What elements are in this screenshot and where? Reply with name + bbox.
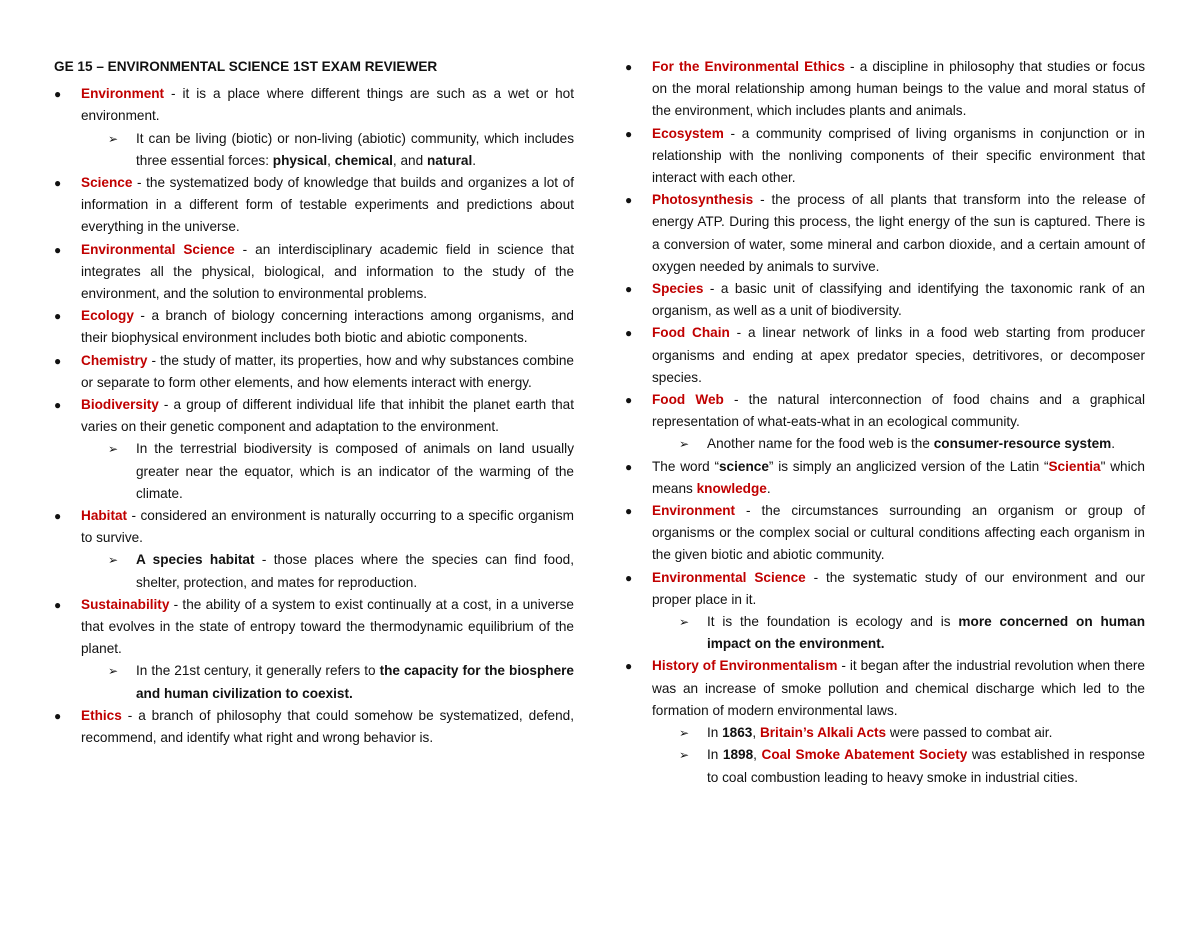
definition: - an interdisciplinary academic field in science that integrates all the physical, biological, and information to the study of the environment, and the solution to environmental problems. bbox=[81, 241, 574, 302]
text: . bbox=[766, 480, 771, 496]
bullet-icon: ● bbox=[625, 659, 633, 674]
term: Environmental Science bbox=[81, 241, 235, 257]
bold-text: 1898 bbox=[722, 747, 754, 763]
list-item-sustainability bbox=[54, 594, 574, 661]
definition: - the study of matter, its properties, how and why substances combine or separate to form other elements, and how elements interact with energy. bbox=[81, 352, 574, 390]
definition: - a basic unit of classifying and identifying the taxonomic rank of an organism, as well as a unit of biodiversity. bbox=[652, 281, 1145, 319]
bullet-icon: ● bbox=[625, 126, 633, 141]
right-column bbox=[625, 56, 1145, 789]
definition: - a linear network of links in a food web starting from producer organisms and ending at apex predator species, detritivores, or decomposer species. bbox=[652, 325, 1145, 385]
bold-text: physical bbox=[272, 152, 328, 168]
term: Ecology bbox=[81, 308, 134, 324]
list-item-science-word bbox=[625, 456, 1145, 500]
text: Another name for the food web is the bbox=[707, 436, 934, 452]
term: Sustainability bbox=[81, 596, 170, 612]
list-item-environment-2 bbox=[625, 500, 1145, 567]
bullet-icon: ● bbox=[54, 242, 62, 257]
bullet-icon: ● bbox=[54, 708, 62, 723]
list-item-environmental-ethics bbox=[625, 56, 1145, 123]
text: The word “ bbox=[652, 458, 719, 474]
bullet-icon: ● bbox=[54, 353, 62, 368]
text: - those places where the species can find food, shelter, protection, and mates for reproduction. bbox=[136, 552, 574, 590]
bold-text: more concerned on human impact on the environment. bbox=[707, 614, 1146, 652]
term: Food Web bbox=[652, 392, 724, 408]
text: were passed to combat air. bbox=[886, 725, 1053, 741]
list-item-science bbox=[54, 172, 574, 239]
text: ” is simply an anglicized version of the Latin “ bbox=[768, 458, 1049, 474]
list-item-environmental-science-2 bbox=[625, 567, 1145, 611]
arrow-bullet-icon: ➢ bbox=[108, 664, 119, 679]
term: History of Environmentalism bbox=[652, 658, 838, 674]
term: Photosynthesis bbox=[652, 192, 754, 208]
sub-item-habitat bbox=[54, 549, 574, 593]
list-item-food-web bbox=[625, 389, 1145, 433]
arrow-bullet-icon: ➢ bbox=[679, 748, 690, 763]
bullet-icon: ● bbox=[625, 459, 633, 474]
bullet-icon: ● bbox=[625, 193, 633, 208]
text: was established in response to coal combustion leading to heavy smoke in industrial cities. bbox=[707, 747, 1145, 785]
bullet-icon: ● bbox=[54, 509, 62, 524]
text: , bbox=[752, 725, 760, 741]
list-item-ecosystem bbox=[625, 123, 1145, 190]
definition: - a branch of philosophy that could somehow be systematized, defend, recommend, and identify what right and wrong behavior is. bbox=[81, 707, 574, 746]
term: Science bbox=[81, 175, 133, 191]
term: Species bbox=[652, 281, 704, 297]
term: Scientia bbox=[1048, 458, 1101, 474]
bold-text: chemical bbox=[334, 152, 393, 168]
term: Chemistry bbox=[81, 352, 148, 368]
term: Environmental Science bbox=[652, 569, 806, 585]
definition: - it began after the industrial revolution when there was an increase of smoke pollution and chemical discharge which led to the formation of modern environmental laws. bbox=[652, 658, 1145, 718]
sub-item-sustainability bbox=[54, 660, 574, 704]
list-item-ecology bbox=[54, 305, 574, 349]
bullet-icon: ● bbox=[54, 87, 62, 102]
term: Ethics bbox=[81, 707, 122, 723]
bold-text: the capacity for the biosphere and human civilization to coexist. bbox=[136, 663, 574, 701]
bold-text: consumer-resource system bbox=[933, 436, 1112, 452]
arrow-bullet-icon: ➢ bbox=[108, 442, 119, 457]
text: , bbox=[753, 747, 762, 763]
definition: - the process of all plants that transform into the release of energy ATP. During this process, the light energy of the sun is captured. There is a conversion of water, some mineral and carbon dioxide, and a certain amount of oxygen needed by animals to survive. bbox=[652, 192, 1145, 274]
definition: - the systematized body of knowledge that builds and organizes a lot of information in a different form of testable experiments and predictions about everything in the universe. bbox=[81, 175, 574, 235]
list-item-history bbox=[625, 655, 1145, 722]
term: For the Environmental Ethics bbox=[652, 59, 845, 74]
list-item-habitat bbox=[54, 505, 574, 549]
bullet-icon: ● bbox=[54, 597, 62, 612]
sub-item-food-web bbox=[625, 433, 1145, 455]
definition: - a discipline in philosophy that studies or focus on the moral relationship among human beings to the value and moral status of the environment, which includes plants and animals. bbox=[652, 59, 1145, 119]
text: In the terrestrial biodiversity is composed of animals on land usually greater near the equator, which is an indicator of the warming of the climate. bbox=[136, 441, 574, 501]
term: Environment bbox=[652, 503, 736, 519]
arrow-bullet-icon: ➢ bbox=[108, 553, 119, 568]
left-list bbox=[54, 83, 574, 749]
bullet-icon: ● bbox=[54, 176, 62, 191]
term: knowledge bbox=[696, 480, 767, 496]
bullet-icon: ● bbox=[54, 398, 62, 413]
list-item-food-chain bbox=[625, 322, 1145, 389]
text: , and bbox=[392, 152, 427, 168]
bold-text: A species habitat bbox=[136, 552, 255, 568]
list-item-biodiversity bbox=[54, 394, 574, 438]
definition: - it is a place where different things are such as a wet or hot environment. bbox=[81, 86, 574, 124]
definition: - the ability of a system to exist continually at a cost, in a universe that evolves in the state of entropy toward the thermodynamic equilibrium of the planet. bbox=[81, 596, 574, 657]
bold-text: natural bbox=[426, 152, 473, 168]
bullet-icon: ● bbox=[625, 393, 633, 408]
definition: - a branch of biology concerning interactions among organisms, and their biophysical environment includes both biotic and abiotic components. bbox=[81, 308, 574, 346]
list-item-environmental-science bbox=[54, 239, 574, 306]
list-item-species bbox=[625, 278, 1145, 322]
bold-text: 1863 bbox=[722, 725, 753, 741]
text: . bbox=[472, 152, 477, 168]
term: Coal Smoke Abatement Society bbox=[761, 747, 968, 763]
sub-item-environment bbox=[54, 128, 574, 172]
text: In the 21st century, it generally refers to bbox=[136, 663, 380, 679]
term: Habitat bbox=[81, 508, 128, 524]
definition: - considered an environment is naturally occurring to a specific organism to survive. bbox=[81, 508, 574, 546]
definition: - the circumstances surrounding an organism or group of organisms or the complex social or cultural conditions affecting each organism in the given biotic and abiotic community. bbox=[652, 503, 1145, 563]
term: Environment bbox=[81, 86, 165, 102]
sub-item-history-1863 bbox=[625, 722, 1145, 744]
arrow-bullet-icon: ➢ bbox=[679, 615, 690, 630]
right-list bbox=[625, 56, 1145, 789]
arrow-bullet-icon: ➢ bbox=[108, 131, 119, 146]
term: Biodiversity bbox=[81, 397, 159, 413]
definition: - a community comprised of living organisms in conjunction or in relationship with the nonliving components of their specific environment that interact with each other. bbox=[652, 125, 1145, 186]
bullet-icon: ● bbox=[625, 504, 633, 519]
text: " which means bbox=[652, 458, 1145, 496]
list-item-environment bbox=[54, 83, 574, 127]
page-title: GE 15 – ENVIRONMENTAL SCIENCE 1ST EXAM REVIEWER bbox=[54, 59, 438, 74]
bullet-icon: ● bbox=[625, 326, 633, 341]
bullet-icon: ● bbox=[54, 309, 62, 324]
list-item-ethics bbox=[54, 705, 574, 749]
left-column bbox=[54, 56, 574, 749]
arrow-bullet-icon: ➢ bbox=[679, 437, 690, 452]
term: Britain’s Alkali Acts bbox=[759, 725, 887, 741]
text: . bbox=[1111, 436, 1116, 452]
text: In bbox=[707, 725, 723, 741]
bullet-icon: ● bbox=[625, 570, 633, 585]
term: Ecosystem bbox=[652, 125, 724, 141]
bullet-icon: ● bbox=[625, 60, 633, 74]
term: Food Chain bbox=[652, 325, 730, 341]
definition: - the systematic study of our environment and our proper place in it. bbox=[652, 569, 1145, 607]
sub-item-environmental-science-2 bbox=[625, 611, 1145, 655]
definition: - the natural interconnection of food chains and a graphical representation of what-eats-what in an ecological community. bbox=[652, 392, 1145, 430]
list-item-chemistry bbox=[54, 350, 574, 394]
text: In bbox=[707, 747, 723, 763]
text: It can be living (biotic) or non-living (abiotic) community, which includes three essential forces: bbox=[136, 130, 574, 168]
arrow-bullet-icon: ➢ bbox=[679, 726, 690, 741]
bold-text: science bbox=[719, 458, 769, 474]
text: It is the foundation is ecology and is bbox=[707, 614, 959, 630]
text: , bbox=[327, 152, 335, 168]
bullet-icon: ● bbox=[625, 282, 633, 297]
definition: - a group of different individual life that inhibit the planet earth that varies on their genetic component and adaptation to the environment. bbox=[81, 397, 574, 435]
list-item-photosynthesis bbox=[625, 189, 1145, 278]
sub-item-biodiversity bbox=[54, 438, 574, 505]
sub-item-history-1898 bbox=[625, 744, 1145, 788]
